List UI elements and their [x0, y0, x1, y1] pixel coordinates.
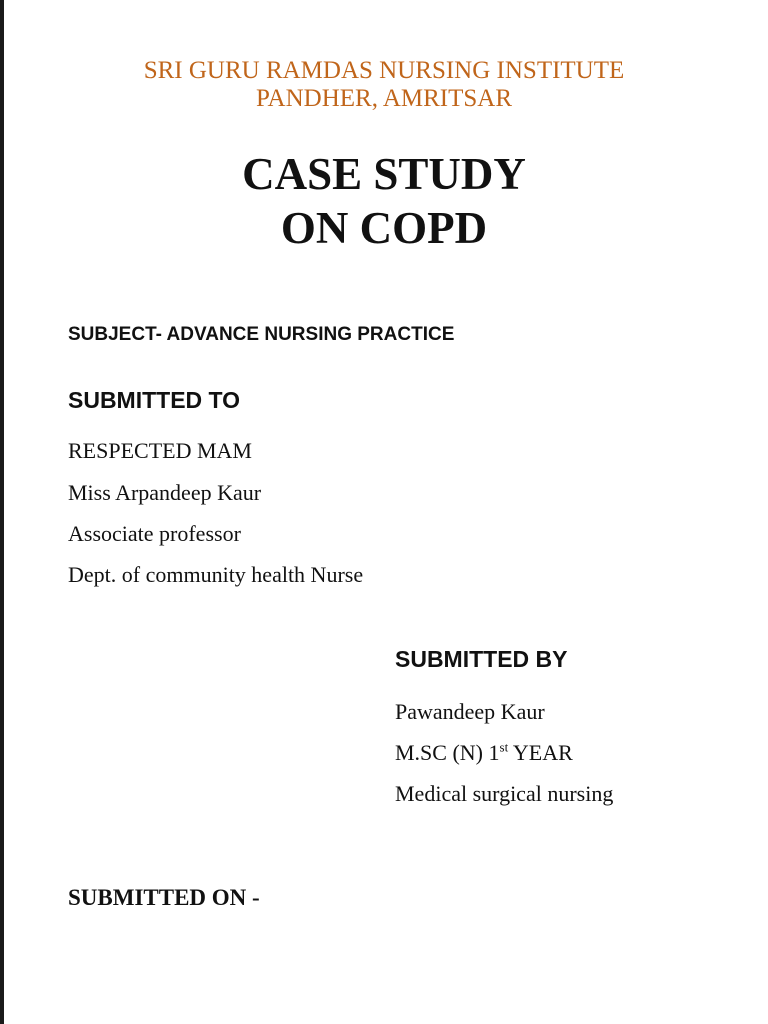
submitted-to-designation: Associate professor	[68, 521, 241, 546]
document-title-line1: CASE STUDY	[242, 149, 526, 199]
submitted-by-course	[395, 740, 573, 766]
course-suffix: YEAR	[508, 740, 573, 765]
course-ordinal-suffix: st	[499, 739, 509, 755]
submitted-to-name: Miss Arpandeep Kaur	[68, 480, 262, 505]
submitted-by-heading: SUBMITTED BY	[395, 646, 568, 672]
submitted-to-department: Dept. of community health Nurse	[68, 562, 364, 587]
submitted-to-heading: SUBMITTED TO	[68, 387, 241, 413]
institute-name: SRI GURU RAMDAS NURSING INSTITUTE	[143, 57, 625, 84]
submitted-by-department: Medical surgical nursing	[395, 781, 614, 806]
course-prefix: M.SC (N) 1	[395, 740, 500, 765]
submitted-on-label: SUBMITTED ON -	[68, 885, 260, 910]
document-title-line2: ON COPD	[280, 203, 488, 253]
submitted-by-name: Pawandeep Kaur	[395, 699, 545, 724]
subject-line: SUBJECT- ADVANCE NURSING PRACTICE	[68, 324, 455, 345]
submitted-to-salutation: RESPECTED MAM	[68, 438, 252, 463]
institute-location: PANDHER, AMRITSAR	[255, 85, 513, 112]
